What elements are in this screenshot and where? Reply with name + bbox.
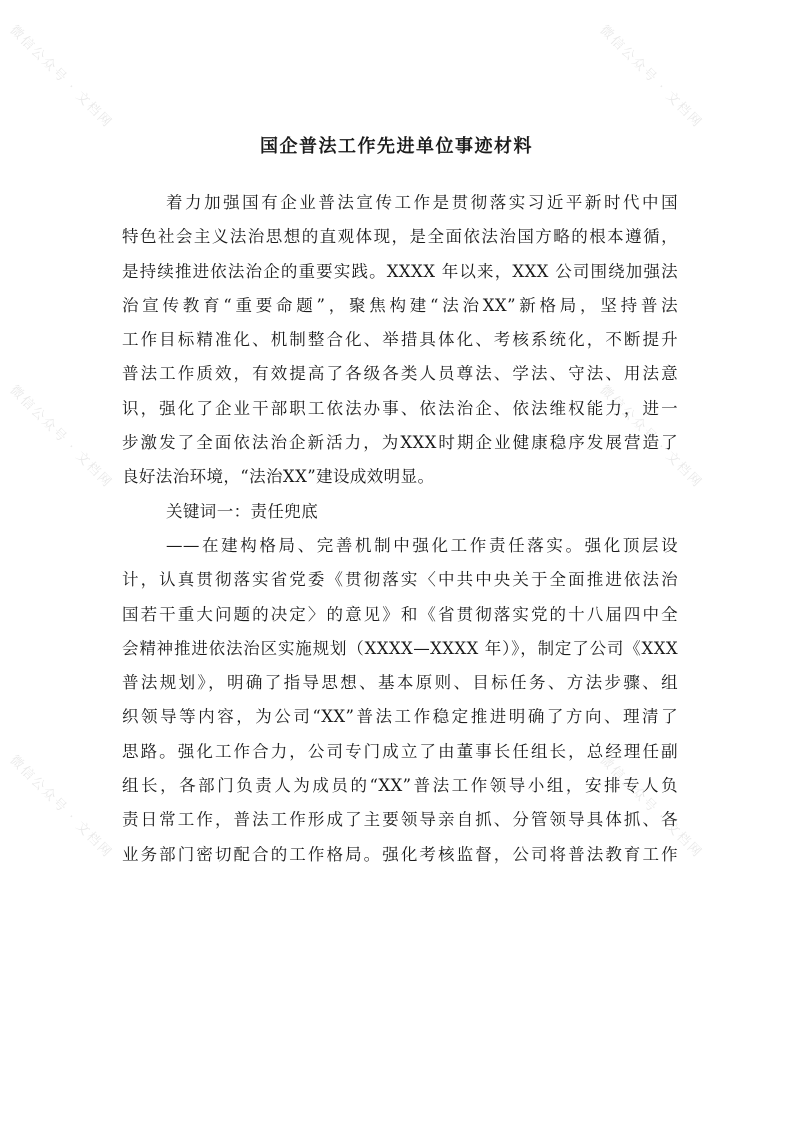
body-line: 特色社会主义法治思想的直观体现，是全面依法治国方略的根本遵循， xyxy=(122,227,678,247)
body-line: 织领导等内容，为公司“XX”普法工作稳定推进明确了方向、理清了 xyxy=(122,707,678,727)
body-line: 治宣传教育“重要命题”，聚焦构建“法治XX”新格局，坚持普法 xyxy=(122,295,678,315)
watermark: 微信公众号 · 文档网 xyxy=(6,752,116,862)
body-line: 步激发了全面依法治企新活力，为XXX时期企业健康稳序发展营造了 xyxy=(122,433,678,453)
watermark: 微信公众号 · 文档网 xyxy=(596,22,706,132)
body-line: 识，强化了企业干部职工依法办事、依法治企、依法维权能力，进一 xyxy=(122,398,678,418)
body-line: 是持续推进依法治企的重要实践。XXXX 年以来，XXX 公司围绕加强法 xyxy=(122,261,678,281)
body-line: 思路。强化工作合力，公司专门成立了由董事长任组长，总经理任副 xyxy=(122,741,678,761)
document-title: 国企普法工作先进单位事迹材料 xyxy=(260,136,533,157)
body-line: 普法工作质效，有效提高了各级各类人员尊法、学法、守法、用法意 xyxy=(122,364,678,384)
body-line: 责日常工作，普法工作形成了主要领导亲自抓、分管领导具体抓、各 xyxy=(122,810,678,830)
body-line: 国若干重大问题的决定〉的意见》和《省贯彻落实党的十八届四中全 xyxy=(122,604,678,624)
body-line: 着力加强国有企业普法宣传工作是贯彻落实习近平新时代中国 xyxy=(166,193,678,212)
body-line: 会精神推进依法治区实施规划（XXXX—XXXX 年）》，制定了公司《XXX xyxy=(122,638,678,658)
body-line: 组长，各部门负责人为成员的“XX”普法工作领导小组，安排专人负 xyxy=(122,776,678,796)
document-body xyxy=(122,186,678,872)
body-line: 普法规划》，明确了指导思想、基本原则、目标任务、方法步骤、组 xyxy=(122,673,678,693)
watermark: 微信公众号 · 文档网 xyxy=(596,752,706,862)
body-line: 关键词一：责任兜底 xyxy=(166,501,319,521)
watermark: 微信公众号 · 文档网 xyxy=(596,382,706,492)
body-line: 良好法治环境，“法治XX”建设成效明显。 xyxy=(122,467,435,487)
body-line: ——在建构格局、完善机制中强化工作责任落实。强化顶层设 xyxy=(166,535,678,555)
watermark: 微信公众号 · 文档网 xyxy=(6,382,116,492)
body-line: 工作目标精准化、机制整合化、举措具体化、考核系统化，不断提升 xyxy=(122,330,678,350)
body-line: 计，认真贯彻落实省党委《贯彻落实〈中共中央关于全面推进依法治 xyxy=(122,570,678,590)
body-line: 业务部门密切配合的工作格局。强化考核监督，公司将普法教育工作 xyxy=(122,844,678,864)
watermark: 微信公众号 · 文档网 xyxy=(6,22,116,132)
